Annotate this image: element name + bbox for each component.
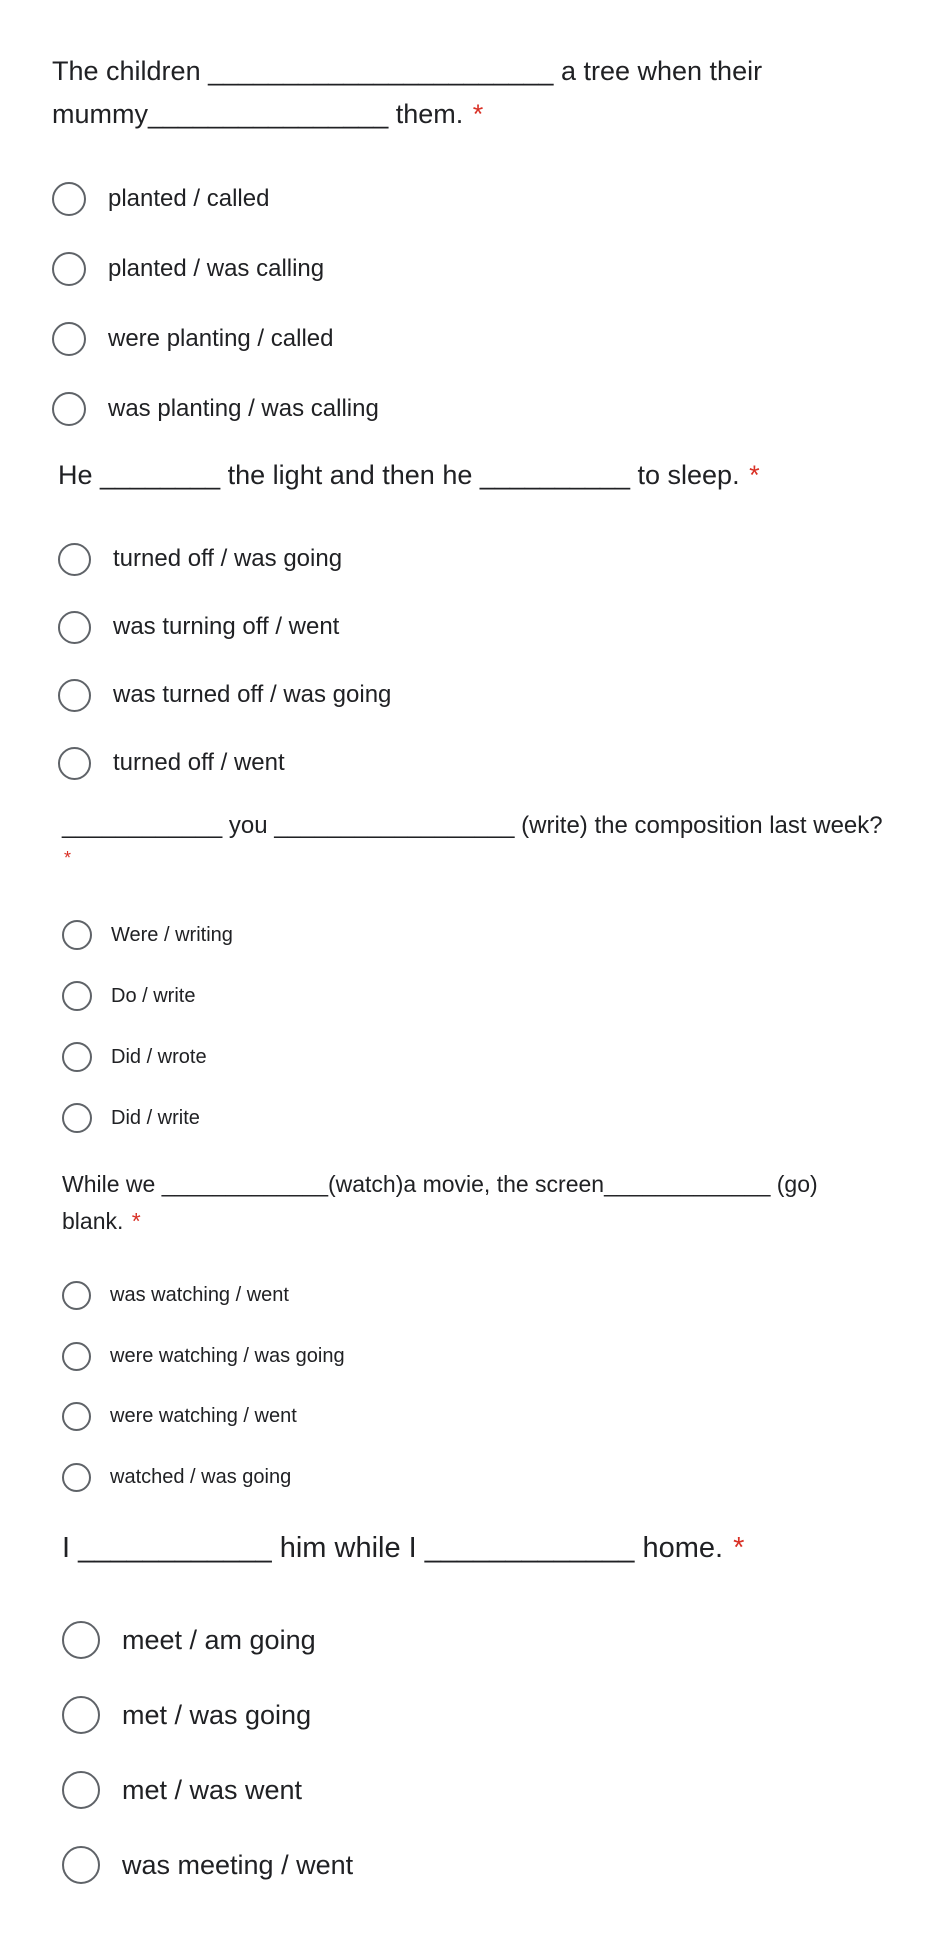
question-4-option-4[interactable] (62, 1462, 291, 1492)
option-label: planted / was calling (108, 255, 325, 282)
question-2-option-1[interactable] (58, 542, 342, 576)
option-label: were planting / called (108, 325, 334, 352)
question-1-title-line1: The children _______________________ a tree when their (52, 56, 763, 86)
question-4-title-line1: While we _____________(watch)a movie, the screen_____________ (go) (62, 1171, 818, 1197)
radio-button[interactable] (62, 1621, 100, 1659)
option-label: Do / write (111, 984, 196, 1007)
radio-button[interactable] (52, 392, 86, 426)
question-5-option-2[interactable] (62, 1695, 311, 1735)
required-asterisk: * (131, 1208, 141, 1234)
radio-button[interactable] (58, 747, 91, 780)
radio-button[interactable] (62, 920, 92, 950)
radio-button[interactable] (58, 679, 91, 712)
option-label: meet / am going (122, 1624, 316, 1655)
option-label: Did / wrote (111, 1045, 207, 1068)
question-1-option-4[interactable] (52, 391, 379, 427)
question-2-option-2[interactable] (58, 610, 339, 644)
option-label: planted / called (108, 185, 270, 212)
question-1-option-1[interactable] (52, 181, 269, 217)
radio-button[interactable] (62, 1042, 92, 1072)
question-5-title-line1: I ____________ him while I _____________ home. * (62, 1532, 745, 1564)
question-5-option-4[interactable] (62, 1845, 353, 1885)
question-4-option-1[interactable] (62, 1280, 289, 1310)
option-label: was turned off / was going (113, 681, 392, 708)
required-asterisk: * (64, 848, 72, 868)
question-3-option-3[interactable] (62, 1042, 207, 1072)
option-label: was meeting / went (122, 1849, 354, 1880)
radio-button[interactable] (62, 1846, 100, 1884)
radio-button[interactable] (62, 981, 92, 1011)
question-4-title-line2: blank. * (62, 1208, 141, 1234)
radio-button[interactable] (52, 182, 86, 216)
option-label: turned off / was going (113, 545, 343, 572)
radio-button[interactable] (58, 543, 91, 576)
question-1-option-3[interactable] (52, 321, 333, 357)
option-label: turned off / went (113, 749, 285, 776)
option-label: met / was going (122, 1699, 312, 1730)
question-1-option-2[interactable] (52, 251, 324, 287)
question-4-option-2[interactable] (62, 1341, 345, 1371)
option-label: was turning off / went (113, 613, 340, 640)
required-asterisk: * (749, 460, 760, 490)
required-asterisk: * (472, 99, 484, 129)
radio-button[interactable] (62, 1696, 100, 1734)
radio-button[interactable] (62, 1463, 91, 1492)
radio-button[interactable] (62, 1402, 91, 1431)
question-3-option-2[interactable] (62, 981, 195, 1011)
question-2-option-4[interactable] (58, 746, 285, 780)
option-label: was watching / went (110, 1283, 289, 1306)
radio-button[interactable] (62, 1103, 92, 1133)
required-asterisk: * (733, 1532, 745, 1564)
question-4-option-3[interactable] (62, 1401, 297, 1431)
radio-button[interactable] (58, 611, 91, 644)
question-1-title-line2: mummy________________ them. * (52, 99, 484, 129)
radio-button[interactable] (52, 252, 86, 286)
question-2-option-3[interactable] (58, 678, 391, 712)
question-2-title-line1: He ________ the light and then he __________ to sleep. * (58, 460, 760, 490)
question-3-option-1[interactable] (62, 920, 233, 950)
radio-button[interactable] (62, 1771, 100, 1809)
option-label: were watching / went (110, 1404, 297, 1427)
radio-button[interactable] (62, 1342, 91, 1371)
question-5-option-1[interactable] (62, 1620, 316, 1660)
question-3-option-4[interactable] (62, 1103, 200, 1133)
option-label: were watching / was going (110, 1344, 345, 1367)
option-label: watched / was going (110, 1465, 292, 1488)
option-label: was planting / was calling (108, 395, 379, 422)
question-3-required-line (62, 848, 71, 869)
option-label: Did / write (111, 1106, 200, 1129)
question-3-title-line1: ____________ you __________________ (write) the composition last week? (62, 812, 883, 839)
option-label: Were / writing (111, 923, 233, 946)
radio-button[interactable] (62, 1281, 91, 1310)
option-label: met / was went (122, 1774, 303, 1805)
question-5-option-3[interactable] (62, 1770, 302, 1810)
radio-button[interactable] (52, 322, 86, 356)
